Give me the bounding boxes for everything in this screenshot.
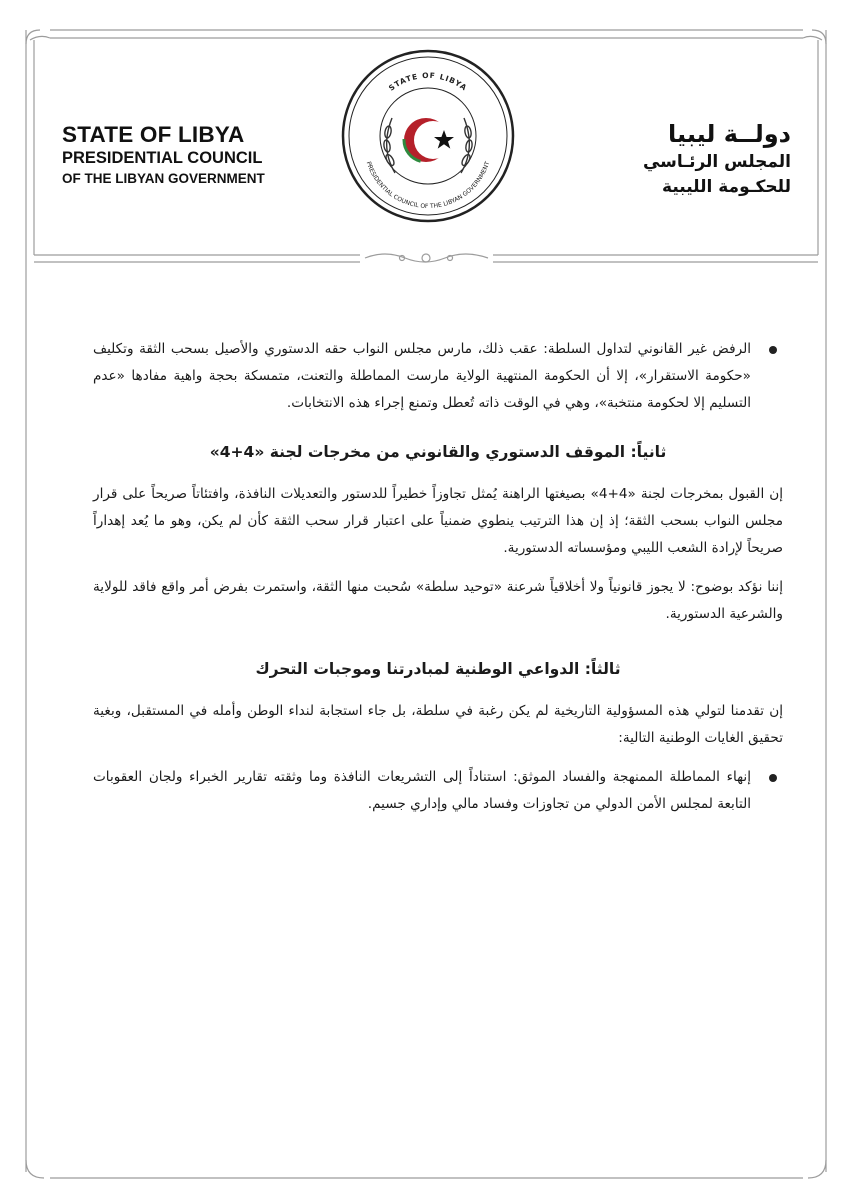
list-item — [93, 764, 783, 818]
english-letterhead — [62, 121, 292, 188]
section-heading-3: ثالثاً: الدواعي الوطنية لمبادرتنا وموجبات التحرك — [255, 660, 621, 678]
bullet-text: إنهاء المماطلة الممنهجة والفساد الموثق: استناداً إلى التشريعات النافذة وما وثقته تقارير الخبراء ولجان العقوبات التابعة لمجلس الأمن الدولي من تجاوزات وفساد مالي وإداري جسيم. — [93, 769, 751, 812]
bullet-icon — [769, 774, 777, 782]
english-title: STATE OF LIBYA — [62, 122, 245, 147]
arabic-subtitle: المجلس الرئـاسي — [642, 152, 791, 172]
bullet-icon — [769, 346, 777, 354]
seal-bottom-english: PRESIDENTIAL COUNCIL OF THE LIBYAN GOVERNMENT — [364, 160, 492, 211]
bullet-text: الرفض غير القانوني لتداول السلطة: عقب ذلك، مارس مجلس النواب حقه الدستوري والأصيل بسحب الثقة وتكليف «حكومة الاستقرار»، إلا أن الحكومة المنتهية الولاية مارست المماطلة والتعنت، متمسكة بحجة واهية مفادها «عدم التسليم إلا لحكومة منتخبة»، وهي في الوقت ذاته تُعطل وتمنع إجراء هذه الانتخابات. — [93, 341, 751, 411]
arabic-letterhead — [611, 118, 791, 200]
arabic-subtitle-2: للحكـومة الليبية — [662, 177, 791, 197]
english-subtitle-2: OF THE LIBYAN GOVERNMENT — [62, 171, 265, 186]
svg-text:PRESIDENTIAL COUNCIL OF THE LI — [365, 160, 492, 210]
list-item — [93, 336, 783, 417]
svg-text:STATE OF LIBYA — [387, 71, 469, 93]
paragraph: إننا نؤكد بوضوح: لا يجوز قانونياً ولا أخلاقياً شرعنة «توحيد سلطة» سُحبت منها الثقة، واستمرت بفرض أمر واقع فاقد للولاية والشرعية الدستورية. — [93, 579, 783, 622]
arabic-title: دولــة ليبيا — [668, 120, 791, 148]
paragraph: إن تقدمنا لتولي هذه المسؤولية التاريخية لم يكن رغبة في سلطة، بل جاء استجابة لنداء الوطن وأمله في المستقبل، وبغية تحقيق الغايات الوطنية التالية: — [93, 703, 783, 746]
section-heading-2: ثانياً: الموقف الدستوري والقانوني من مخرجات لجنة «4+4» — [209, 443, 667, 461]
letterhead — [0, 0, 853, 290]
seal-top-english: STATE OF LIBYA — [387, 70, 469, 93]
english-subtitle: PRESIDENTIAL COUNCIL — [62, 149, 263, 167]
paragraph: إن القبول بمخرجات لجنة «4+4» بصيغتها الراهنة يُمثل تجاوزاً خطيراً للدستور والتعديلات النافذة، وافتئاتاً صريحاً على قرار مجلس النواب بسحب الثقة؛ إذ إن هذا الترتيب ينطوي ضمنياً على اعتبار قرار سحب الثقة كأن لم يكن، وهو ما يُعد إهداراً صريحاً لإرادة الشعب الليبي ومؤسساته الدستورية. — [93, 486, 784, 556]
state-seal-logo — [340, 48, 516, 224]
document-body — [93, 336, 783, 838]
